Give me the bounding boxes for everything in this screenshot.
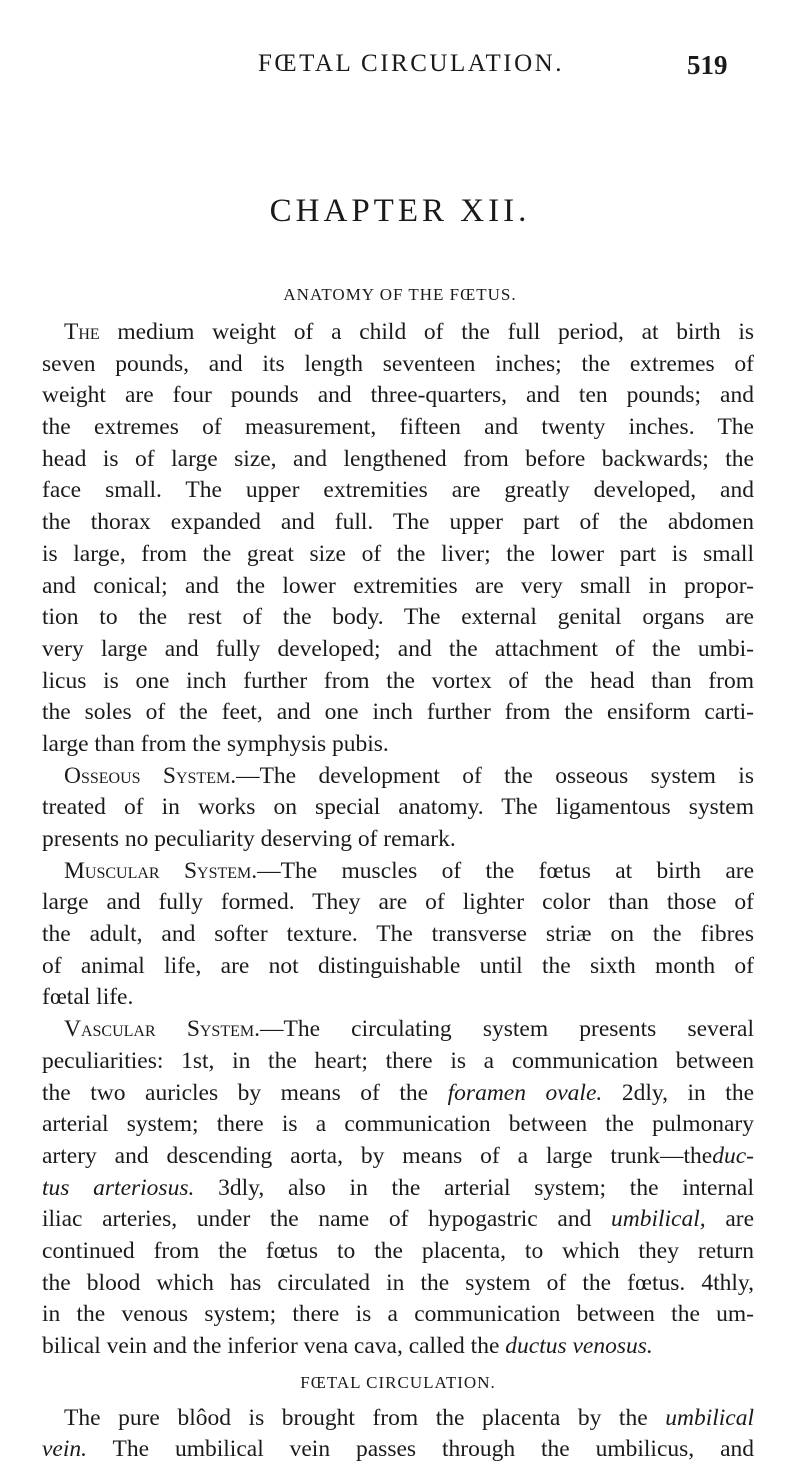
section-heading-vascular: Vascular System. [64, 1016, 260, 1043]
text-line: very large and fully developed; and the attachment of the umbi- [42, 635, 754, 662]
text-line: peculiarities: 1st, in the heart; there is a communication between [42, 1047, 754, 1074]
text-line: tion to the rest of the body. The external genital organs are [42, 604, 754, 631]
text-fragment: iliac arteries, under the name of hypogastric and [42, 1206, 592, 1233]
text-line: treated of in works on special anatomy. The ligamentous system [42, 794, 754, 821]
text-fragment: 3dly, also in the arterial system; the internal [218, 1174, 755, 1201]
text-line [42, 1078, 754, 1110]
text-line: the extremes of measurement, fifteen and twenty inches. The [42, 414, 754, 441]
text-line [42, 1173, 754, 1205]
text-fragment: The umbilical vein passes through the umbilicus, and [112, 1436, 755, 1463]
term-foramen-ovale: foramen ovale. [447, 1079, 603, 1106]
text-line: presents no peculiarity deserving of remark. [42, 826, 456, 852]
text-line [42, 1434, 754, 1466]
term-ductus-arteriosus-end: tus arteriosus. [42, 1174, 195, 1201]
paragraph-lead: The [64, 319, 100, 345]
text-line: is large, from the great size of the liver; the lower part is small [42, 540, 754, 567]
text-line: continued from the fœtus to the placenta, to which they return [42, 1237, 754, 1264]
term-ductus-venosus: ductus venosus. [505, 1333, 653, 1359]
text-line [42, 856, 754, 888]
text-line: in the venous system; there is a communication between the um- [42, 1301, 754, 1328]
text-line: the adult, and softer texture. The transverse striæ on the fibres [42, 921, 754, 948]
text-line: the blood which has circulated in the system of the fœtus. 4thly, [42, 1269, 754, 1296]
text-line: the thorax expanded and full. The upper part of the abdomen [42, 509, 754, 536]
running-head [0, 50, 800, 80]
text-line [42, 1403, 754, 1435]
text-line: face small. The upper extremities are greatly developed, and [42, 477, 754, 504]
text-line [42, 1331, 754, 1363]
text-line [42, 1204, 754, 1236]
text-line: arterial system; there is a communication between the pulmonary [42, 1111, 754, 1138]
text-fragment: bilical vein and the inferior vena cava, called the [42, 1333, 500, 1359]
text-fragment: the two auricles by means of the [42, 1079, 429, 1106]
text-fragment: are [725, 1206, 755, 1233]
text-line: fœtal life. [42, 984, 134, 1011]
text-fragment: —The development of the osseous system is [236, 762, 754, 789]
text-line [42, 317, 754, 349]
text-line [42, 1141, 754, 1173]
chapter-heading: CHAPTER XII. [269, 193, 531, 229]
text-line: weight are four pounds and three-quarters, and ten pounds; and [42, 382, 754, 409]
text-line: the soles of the feet, and one inch further from the ensiform carti- [42, 699, 754, 726]
section-heading-muscular: Muscular System. [64, 857, 258, 884]
text-line: large than from the symphysis pubis. [42, 730, 389, 757]
term-umbilical: umbilical, [611, 1206, 706, 1233]
section-heading-foetal-circulation: FŒTAL CIRCULATION. [300, 1372, 496, 1392]
text-line: large and fully formed. They are of lighter color than those of [42, 889, 754, 916]
chapter-title: ANATOMY OF THE FŒTUS. [283, 285, 517, 304]
term-umbilical-vein-end: vein. [42, 1436, 88, 1463]
text-line: of animal life, are not distinguishable until the sixth month of [42, 952, 754, 979]
text-line: seven pounds, and its length seventeen inches; the extremes of [42, 350, 754, 377]
text-fragment: artery and descending aorta, by means of a large trunk—the [42, 1142, 713, 1169]
text-fragment: The pure blôod is brought from the placenta by the [64, 1404, 648, 1431]
text-fragment: —The circulating system presents several [259, 1016, 754, 1043]
text-fragment: —The muscles of the fœtus at birth are [257, 857, 755, 884]
page-number: 519 [687, 50, 728, 80]
section-heading-osseous: Osseous System. [64, 762, 237, 789]
text-line: licus is one inch further from the vortex of the head than from [42, 667, 754, 694]
term-umbilical-vein-start: umbilical [665, 1404, 754, 1431]
body-text [42, 317, 754, 1466]
running-title: FŒTAL CIRCULATION. [258, 50, 564, 77]
text-line [42, 761, 754, 793]
text-line [42, 1014, 754, 1046]
text-fragment: medium weight of a child of the full period, at birth is [117, 319, 755, 345]
text-line: and conical; and the lower extremities are very small in propor- [42, 572, 754, 599]
text-line: head is of large size, and lengthened from before backwards; the [42, 445, 754, 472]
text-fragment: 2dly, in the [621, 1079, 755, 1106]
term-ductus-arteriosus-start: duc- [712, 1142, 754, 1169]
